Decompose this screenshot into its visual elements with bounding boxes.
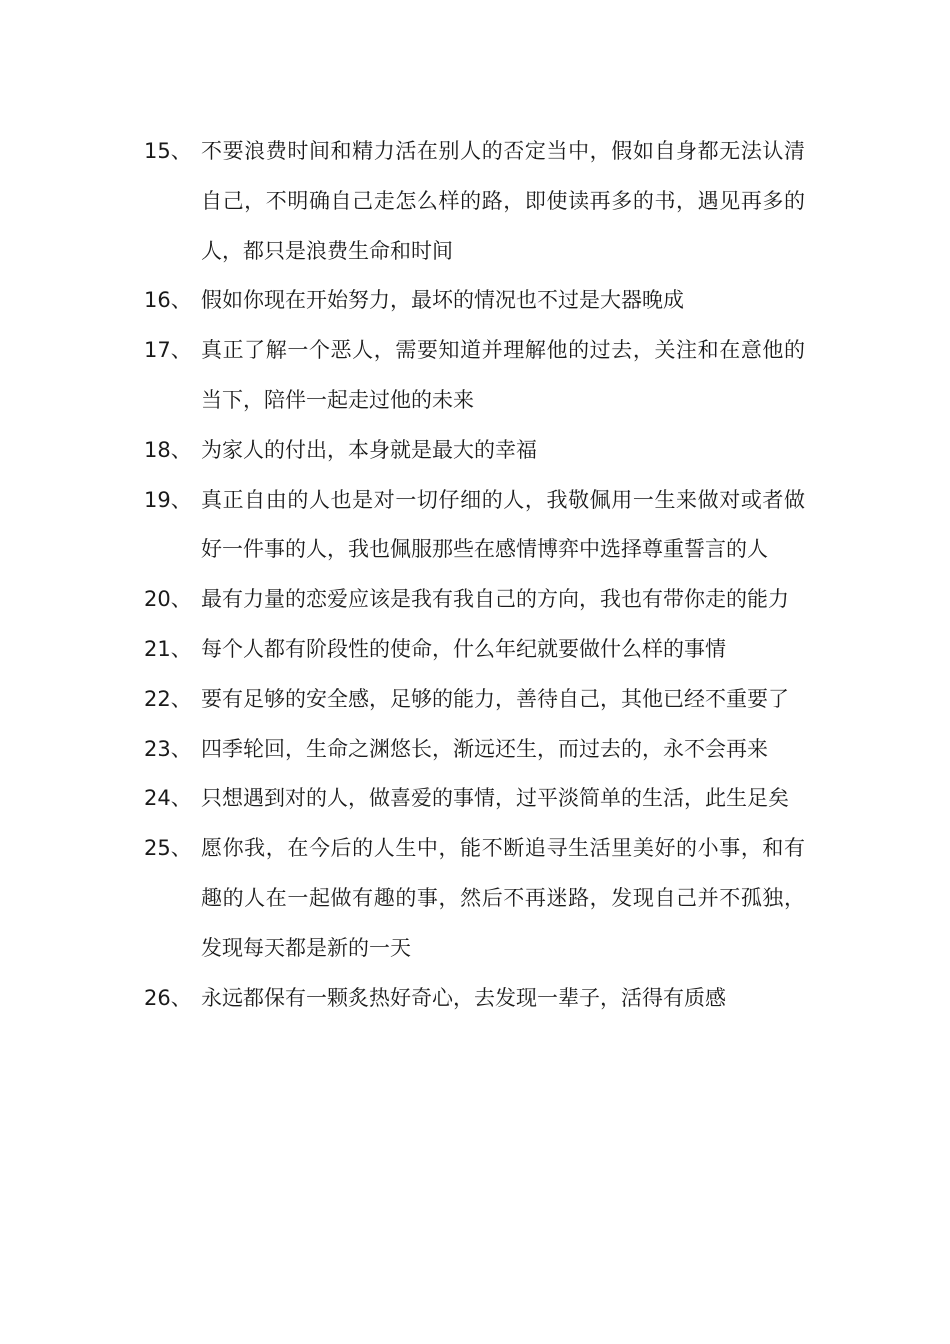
list-item	[144, 625, 814, 675]
item-text: 要有足够的安全感，足够的能力，善待自己，其他已经不重要了	[201, 686, 789, 711]
item-number: 26、	[144, 985, 192, 1010]
list-item	[144, 127, 814, 276]
item-text: 为家人的付出，本身就是最大的幸福	[201, 437, 537, 462]
item-text: 最有力量的恋爱应该是我有我自己的方向，我也有带你走的能力	[201, 587, 789, 612]
item-number: 15、	[144, 139, 192, 163]
item-number: 21、	[144, 636, 192, 661]
list-item	[144, 974, 814, 1024]
list-item	[144, 774, 814, 824]
list-item	[144, 276, 814, 326]
item-number: 18、	[144, 437, 192, 462]
item-text: 假如你现在开始努力，最坏的情况也不过是大器晚成	[201, 288, 684, 313]
item-text: 不要浪费时间和精力活在别人的否定当中，假如自身都无法认清自己，不明确自己走怎么样的路，即使读再多的书，遇见再多的人，都只是浪费生命和时间	[201, 139, 805, 263]
list-item	[144, 824, 814, 973]
item-number: 25、	[144, 836, 192, 861]
list-item	[144, 725, 814, 775]
item-number: 17、	[144, 338, 192, 363]
item-number: 23、	[144, 736, 192, 761]
item-number: 19、	[144, 487, 192, 512]
list-item	[144, 476, 814, 576]
list-item	[144, 326, 814, 426]
item-number: 20、	[144, 587, 192, 612]
item-text: 永远都保有一颗炙热好奇心，去发现一辈子，活得有质感	[201, 985, 726, 1010]
item-text: 愿你我，在今后的人生中，能不断追寻生活里美好的小事，和有趣的人在一起做有趣的事，然后不再迷路，发现自己并不孤独，发现每天都是新的一天	[201, 836, 805, 960]
list-item	[144, 675, 814, 725]
item-text: 四季轮回，生命之渊悠长，渐远还生，而过去的，永不会再来	[201, 736, 768, 761]
item-number: 16、	[144, 288, 192, 313]
item-text: 只想遇到对的人，做喜爱的事情，过平淡简单的生活，此生足矣	[201, 786, 789, 811]
item-text: 每个人都有阶段性的使命，什么年纪就要做什么样的事情	[201, 636, 726, 661]
item-number: 24、	[144, 786, 192, 811]
item-text: 真正了解一个恶人，需要知道并理解他的过去，关注和在意他的当下，陪伴一起走过他的未来	[201, 338, 805, 412]
item-text: 真正自由的人也是对一切仔细的人，我敬佩用一生来做对或者做好一件事的人，我也佩服那些在感情博弈中选择尊重誓言的人	[201, 487, 805, 562]
quote-list	[144, 127, 814, 1023]
list-item	[144, 575, 814, 625]
item-number: 22、	[144, 686, 192, 711]
list-item	[144, 426, 814, 476]
